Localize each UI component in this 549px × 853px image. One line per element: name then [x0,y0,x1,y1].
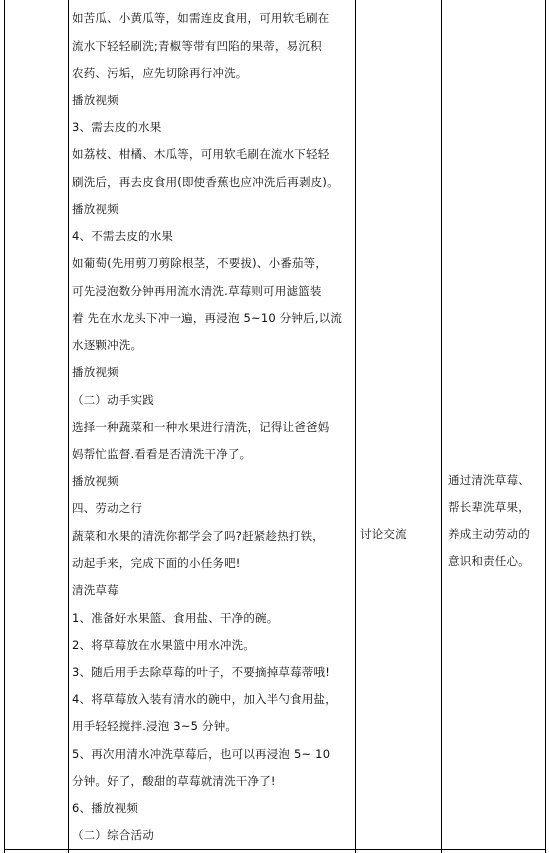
section-heading: （二）动手实践 [72,393,154,407]
method-text: 讨论交流 [360,527,407,541]
content-line: 流水下轻轻刷洗;青椒等带有凹陷的果蒂，易沉积 [72,39,322,53]
content-line: 可先浸泡数分钟再用流水清洗.草莓则可用滤篮装 [72,284,322,298]
column-divider-1 [68,0,69,853]
play-video-text: 播放视频 [72,474,119,488]
play-video-text: 播放视频 [72,202,119,216]
task-step: 6、播放视频 [72,801,139,815]
table-border-left [4,0,5,853]
column-divider-2 [355,0,356,853]
goal-line: 意识和责任心。 [448,554,530,568]
section-heading: （二）综合活动 [72,828,154,842]
content-line: 如葡萄(先用剪刀剪除根茎，不要拔)、小番茄等， [72,256,328,270]
task-step: 分钟。好了，酸甜的草莓就清洗干净了! [72,774,276,788]
task-step: 4、将草莓放入装有清水的碗中，加入半勺食用盐， [72,692,337,706]
content-line: 选择一种蔬菜和一种水果进行清洗，记得让爸爸妈 [72,420,330,434]
content-line: 农药、污垢，应先切除再行冲洗。 [72,66,248,80]
goal-line: 养成主动劳动的 [448,527,530,541]
content-line: 水逐颗冲洗。 [72,338,143,352]
task-step: 2、将草莓放在水果篮中用水冲洗。 [72,638,256,652]
goal-line: 帮长辈洗草果， [448,500,530,514]
task-step: 3、随后用手去除草莓的叶子，不要摘掉草莓蒂哦! [72,665,331,679]
section-heading: 四、劳动之行 [72,501,143,515]
table-border-bottom [4,849,545,850]
content-line: 着 先在水龙头下冲一遍，再浸泡 5~10 分钟后,以流 [72,311,343,325]
table-border-right [545,0,546,853]
play-video-text: 播放视频 [72,93,119,107]
column-divider-3 [441,0,442,853]
task-step: 1、准备好水果篮、食用盐、干净的碗。 [72,611,279,625]
content-line: 妈帮忙监督.看看是否清洗干净了。 [72,447,252,461]
content-line: 如苦瓜、小黄瓜等，如需连皮食用，可用软毛刷在 [72,11,330,25]
content-line: 蔬菜和水果的清洗你都学会了吗?赶紧趁热打铁， [72,529,325,543]
section-heading: 4、不需去皮的水果 [72,229,174,243]
task-step: 用手轻轻搅拌.浸泡 3~5 分钟。 [72,719,238,733]
goal-line: 通过清洗草莓、 [448,473,530,487]
play-video-text: 播放视频 [72,365,119,379]
content-line: 如荔枝、柑橘、木瓜等，可用软毛刷在流水下轻轻 [72,147,330,161]
task-title: 清洗草莓 [72,583,119,597]
task-step: 5、再次用清水冲洗草莓后，也可以再浸泡 5~ 10 [72,747,331,761]
content-line: 刷洗后，再去皮食用(即使香蕉也应冲洗后再剥皮)。 [72,175,339,189]
section-heading: 3、需去皮的水果 [72,120,162,134]
content-line: 动起手来，完成下面的小任务吧! [72,556,241,570]
